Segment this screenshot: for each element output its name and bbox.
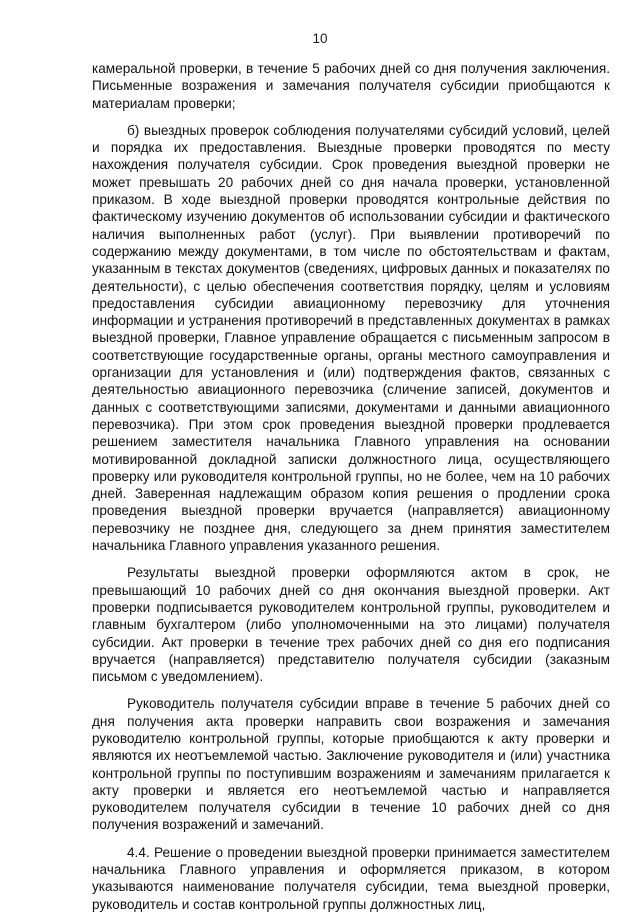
paragraph-objections: Руководитель получателя субсидии вправе в течение 5 рабочих дней со дня получения акта проверки направить свои возражения и замечания руководителю контрольной группы, которые приобщаются к акту проверки и являются их неотъемлемой частью. Заключение руководителя и (или) участника контрольной группы по поступившим возражениям и замечаниям прилагается к акту проверки и является его неотъемлемой частью и направляется руководителем получателя субсидии в течение 10 рабочих дней со дня получения возражений и замечаний. xyxy=(92,696,610,833)
paragraph-onsite-inspections: б) выездных проверок соблюдения получателями субсидий условий, целей и порядка их предоставления. Выездные проверки проводятся по месту нахождения получателя субсидии. Срок проведения выездной проверки не может превышать 20 рабочих дней со дня начала проверки, установленной приказом. В ходе выездной проверки проводятся контрольные действия по фактическому изучению документов об использовании субсидии и фактического наличия выполненных работ (услуг). При выявлении противоречий по содержанию между документами, в том числе по обстоятельствам и фактам, указанным в текстах документов (сведениях, цифровых данных и показателях по деятельности), с целью обеспечения соответствия порядку, целям и условиям предоставления субсидии авиационному перевозчику для уточнения информации и устранения противоречий в представленных документах в рамках выездной проверки, Главное управление обращается с письменным запросом в соответствующие государственные органы, органы местного самоуправления и организации для установления и (или) подтверждения фактов, связанных с деятельностью авиационного перевозчика (сличение записей, документов и данных с соответствующими записями, документами и данными авиационного перевозчика). При этом срок проведения выездной проверки продлевается решением заместителя начальника Главного управления на основании мотивированной докладной записки должностного лица, осуществляющего проверку или руководителя контрольной группы, но не более, чем на 10 рабочих дней. Заверенная надлежащим образом копия решения о продлении срока проведения выездной проверки вручается (направляется) авиационному перевозчику не позднее дня, следующего за днем принятия заместителем начальника Главного управления указанного решения. xyxy=(92,122,610,554)
paragraph-continuation: камеральной проверки, в течение 5 рабочих дней со дня получения заключения. Письменные возражения и замечания получателя субсидии приобщаются к материалам проверки; xyxy=(92,61,610,111)
page-number: 10 xyxy=(312,31,328,46)
paragraph-section-4-4: 4.4. Решение о проведении выездной проверки принимается заместителем начальника Главного управления и оформляется приказом, в котором указываются наименование получателя субсидии, тема выездной проверки, руководитель и состав контрольной группы должностных лиц, xyxy=(92,844,610,912)
paragraph-inspection-results: Результаты выездной проверки оформляются актом в срок, не превышающий 10 рабочих дней со дня окончания выездной проверки. Акт проверки подписывается руководителем контрольной группы, руководителем и главным бухгалтером (либо уполномоченными на это лицами) получателя субсидии. Акт проверки в течение трех рабочих дней со дня его подписания вручается (направляется) представителю получателя субсидии (заказным письмом с уведомлением). xyxy=(92,565,610,685)
document-body xyxy=(92,60,610,923)
